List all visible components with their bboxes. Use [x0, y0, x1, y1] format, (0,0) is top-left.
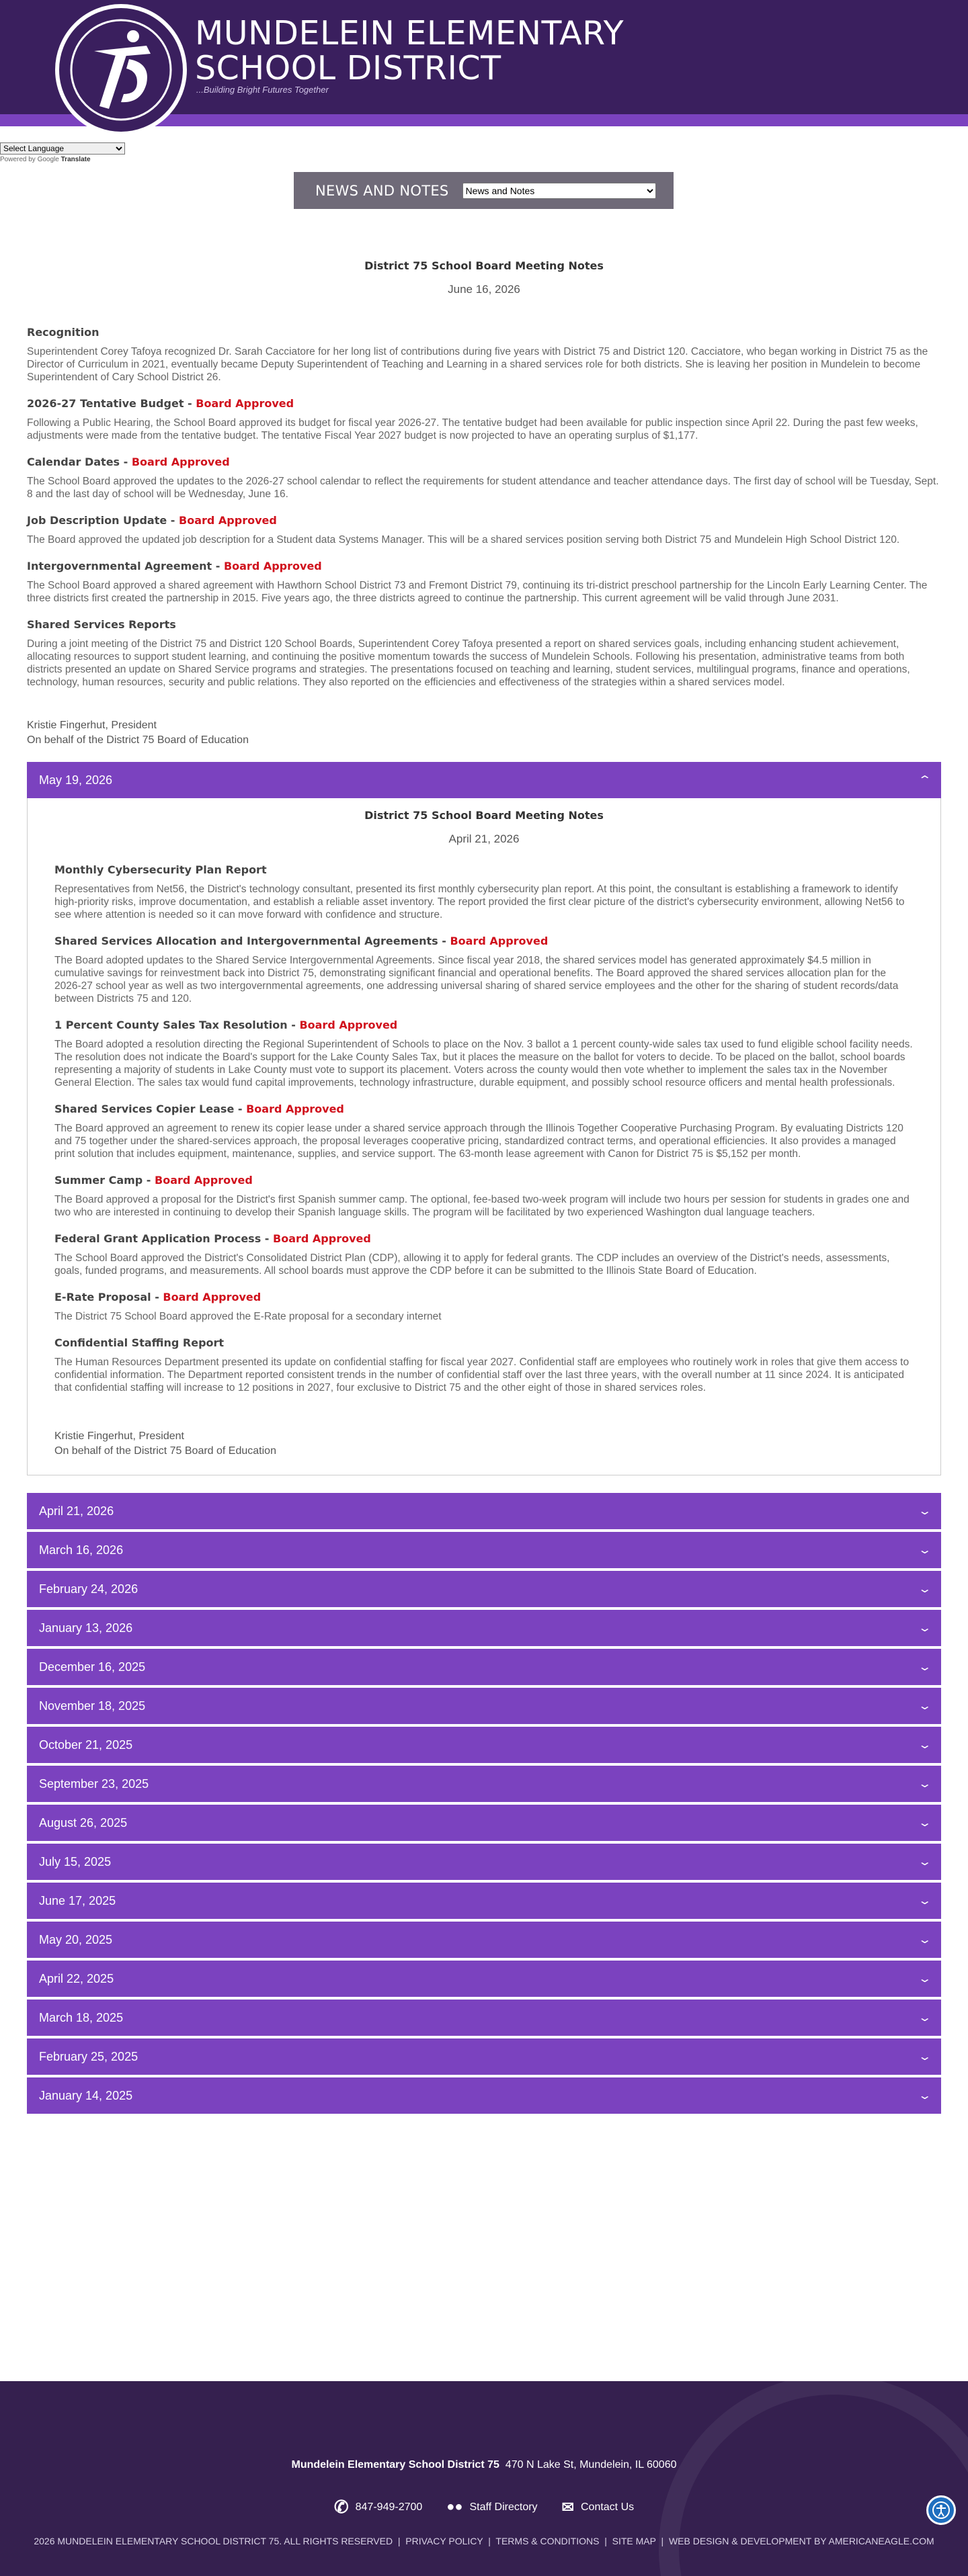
- item-body: The District 75 School Board approved the E-Rate proposal for a secondary internet: [54, 1311, 442, 1322]
- news-and-notes-bar: [294, 172, 674, 209]
- accordion-header[interactable]: [27, 1610, 941, 1646]
- meeting-item: [54, 1103, 914, 1160]
- item-heading: [54, 1291, 914, 1303]
- accordion-header[interactable]: [27, 1532, 941, 1568]
- item-heading-text: 2026-27 Tentative Budget -: [27, 397, 196, 410]
- item-heading: [27, 618, 941, 631]
- item-heading: [54, 1103, 914, 1115]
- accordion-header[interactable]: [27, 1844, 941, 1880]
- copyright: 2026 MUNDELEIN ELEMENTARY SCHOOL DISTRICT 75. ALL RIGHTS RESERVED: [34, 2536, 393, 2546]
- footer-district-name: Mundelein Elementary School District 75: [291, 2459, 499, 2471]
- chevron-down-icon: ⌄: [917, 1545, 932, 1556]
- item-heading: [27, 456, 941, 468]
- item-body: The Board approved a proposal for the District's first Spanish summer camp. The optional, fee-based two-week program will include two hours per session for students in grades one and two who are interested in continuing to develop their Spanish language skills. The program will be facilitated by two experienced Washington dual language teachers.: [54, 1194, 910, 1218]
- site-title-line1: MUNDELEIN ELEMENTARY: [195, 14, 624, 52]
- meeting-item: [27, 514, 941, 546]
- chevron-down-icon: ⌄: [917, 1506, 932, 1517]
- accordion-label: May 19, 2026: [39, 773, 113, 787]
- accordion-label: January 14, 2025: [39, 2088, 133, 2102]
- item-heading: [54, 1019, 914, 1031]
- approved-badge: Board Approved: [246, 1103, 344, 1115]
- accordion-label: October 21, 2025: [39, 1737, 133, 1752]
- item-body: The Board adopted a resolution directing the Regional Superintendent of Schools to place on the Nov. 3 ballot a 1 percent county-wide sales tax used to fund eligible school facility needs. The resolution does not indicate the Board's support for the Lake County Sales Tax, but it places the measure on the ballot for voters to decide. To be placed on the ballot, school boards representing a majority of students in Lake County must vote to support its placement. Voters across the county would then vote whether to implement the sales tax in the November General Election. The sales tax would fund capital improvements, technology infrastructure, durable equipment, and possibly school resource officers and mental health professionals.: [54, 1039, 913, 1088]
- accordion-header[interactable]: [27, 1571, 941, 1607]
- site-map-link[interactable]: SITE MAP: [612, 2536, 656, 2546]
- accordion-label: September 23, 2025: [39, 1776, 149, 1791]
- chevron-down-icon: ⌄: [917, 1662, 932, 1673]
- chevron-down-icon: ⌄: [917, 1584, 932, 1595]
- meeting-items: [27, 326, 941, 689]
- chevron-down-icon: ⌄: [917, 1740, 932, 1751]
- footer-street: 470 N Lake St, Mundelein, IL 60060: [505, 2459, 677, 2471]
- chevron-down-icon: ⌄: [917, 1701, 932, 1712]
- item-body: Representatives from Net56, the District's technology consultant, presented its first monthly cybersecurity plan report. At this point, the consultant is establishing a framework to identify high-priority risks, improve documentation, and establish a reliable asset inventory. The report provided the first clear picture of the district's cybersecurity environment, allowing Net56 to see where attention is needed so it can move forward with confidence and structure.: [54, 884, 905, 920]
- meeting-item: [54, 1291, 914, 1323]
- accordion-label: March 18, 2025: [39, 2010, 124, 2024]
- approved-badge: Board Approved: [273, 1232, 371, 1245]
- item-heading: [27, 560, 941, 572]
- meeting-item: [27, 560, 941, 605]
- logo-75-icon: [67, 16, 175, 124]
- item-heading-text: Federal Grant Application Process -: [54, 1232, 274, 1245]
- accordion-label: November 18, 2025: [39, 1699, 146, 1713]
- news-label: NEWS AND NOTES: [315, 182, 449, 199]
- item-heading-text: Shared Services Reports: [27, 618, 176, 631]
- signature-name: Kristie Fingerhut, President: [54, 1430, 184, 1442]
- news-category-select[interactable]: [462, 183, 656, 199]
- accordion-label: March 16, 2026: [39, 1543, 124, 1557]
- main-content: [27, 259, 941, 2114]
- accordion-label: January 13, 2026: [39, 1621, 133, 1635]
- approved-badge: Board Approved: [163, 1291, 261, 1303]
- item-heading: [54, 1174, 914, 1187]
- meeting-item: [54, 1336, 914, 1394]
- accordion-label: February 24, 2026: [39, 1582, 138, 1596]
- accordion-label: February 25, 2025: [39, 2049, 138, 2063]
- meeting-item: [27, 397, 941, 442]
- chevron-down-icon: ⌄: [917, 2012, 932, 2024]
- approved-badge: Board Approved: [196, 397, 294, 410]
- item-heading-text: Calendar Dates -: [27, 456, 132, 468]
- chevron-down-icon: ⌄: [917, 1934, 932, 1946]
- meeting-item: [27, 326, 941, 384]
- accordion-header[interactable]: [27, 1883, 941, 1919]
- item-body: The School Board approved the District's Consolidated District Plan (CDP), allowing it to apply for federal grants. The CDP includes an overview of the District's needs, assessments, goals, funded programs, and measurements. All school boards must approve the CDP before it can be submitted to the Illinois State Board of Education.: [54, 1252, 890, 1277]
- accordion-label: April 22, 2025: [39, 1971, 114, 1985]
- envelope-icon: ✉: [561, 2498, 574, 2516]
- chevron-down-icon: ⌄: [917, 2090, 932, 2102]
- meeting-items: [54, 863, 914, 1394]
- footer-address: [0, 2459, 968, 2471]
- accordion-header[interactable]: [27, 2000, 941, 2036]
- approved-badge: Board Approved: [223, 560, 322, 572]
- footer-decor: [659, 2381, 968, 2576]
- site-header: [0, 0, 968, 126]
- site-footer: [0, 2381, 968, 2576]
- accordion-header[interactable]: [27, 2038, 941, 2075]
- signature-org: On behalf of the District 75 Board of Education: [54, 1445, 276, 1457]
- accessibility-icon[interactable]: [926, 2495, 956, 2525]
- signature: [27, 718, 941, 748]
- accordion-label: July 15, 2025: [39, 1854, 112, 1869]
- item-heading-text: Recognition: [27, 326, 99, 339]
- contact-us-link[interactable]: ✉ Contact Us: [561, 2498, 635, 2516]
- accordion-label: August 26, 2025: [39, 1815, 128, 1830]
- item-heading-text: Job Description Update -: [27, 514, 179, 527]
- chevron-down-icon: ⌄: [917, 1973, 932, 1985]
- meeting-item: [54, 1019, 914, 1089]
- item-body: The School Board approved the updates to the 2026-27 school calendar to reflect the requirements for student attendance and teacher attendance days. The first day of school will be Tuesday, Sept. 8 and the last day of school will be Wednesday, June 16.: [27, 476, 939, 500]
- item-heading: [54, 935, 914, 947]
- item-heading-text: 1 Percent County Sales Tax Resolution -: [54, 1019, 300, 1031]
- item-heading: [27, 514, 941, 527]
- chevron-down-icon: ⌄: [917, 2051, 932, 2063]
- accordion-list: [27, 1493, 941, 2114]
- item-body: The Board approved the updated job description for a Student data Systems Manager. This will be a shared services position serving both District 75 and Mundelein High School District 120.: [27, 534, 900, 546]
- approved-badge: Board Approved: [179, 514, 277, 527]
- approved-badge: Board Approved: [450, 935, 549, 947]
- accordion-header-open[interactable]: [27, 762, 941, 798]
- accordion-label: April 21, 2026: [39, 1504, 114, 1518]
- item-heading-text: Shared Services Copier Lease -: [54, 1103, 247, 1115]
- item-heading: [27, 397, 941, 410]
- meeting-date: April 21, 2026: [448, 832, 520, 845]
- item-heading: [54, 1232, 914, 1245]
- accordion-label: May 20, 2025: [39, 1932, 113, 1946]
- signature-name: Kristie Fingerhut, President: [27, 720, 157, 731]
- phone-icon: ✆: [333, 2497, 349, 2517]
- meeting-date: June 16, 2026: [448, 283, 520, 296]
- accordion-header[interactable]: [27, 1727, 941, 1763]
- footer-links: [0, 2497, 968, 2518]
- item-heading: [54, 1336, 914, 1349]
- accordion-header[interactable]: [27, 1922, 941, 1958]
- item-body: The Human Resources Department presented its update on confidential staffing for fiscal year 2027. Confidential staff are employees who routinely work in roles that give them access to confidential information. The Department reported consistent trends in the number of confidential staff over the last three years, with the overall number at 11 since 2024. It is anticipated that confidential staffing will increase to 12 positions in 2027, four exclusive to District 75 and the other eight of those in shared services roles.: [54, 1357, 910, 1393]
- item-body: Following a Public Hearing, the School Board approved its budget for fiscal year 2026-27. The tentative budget had been available for public inspection since April 22. During the past few weeks, adjustments were made from the tentative budget. The tentative Fiscal Year 2027 budget is now projected to have an operating surplus of $1,177.: [27, 417, 918, 441]
- item-heading-text: Shared Services Allocation and Intergovernmental Agreements -: [54, 935, 450, 947]
- item-heading-text: Summer Camp -: [54, 1174, 155, 1187]
- chevron-down-icon: ⌄: [917, 1895, 932, 1907]
- accordion-header[interactable]: [27, 1805, 941, 1841]
- chevron-down-icon: ⌄: [917, 1623, 932, 1634]
- item-body: The School Board approved a shared agreement with Hawthorn School District 73 and Fremont District 79, continuing its tri-district preschool partnership for the Lincoln Early Learning Center. The three districts first created the partnership in 2015. Five years ago, the three districts agreed to continue the partnership. This current agreement will be valid through June 2031.: [27, 580, 928, 604]
- district-logo[interactable]: [55, 4, 187, 136]
- accordion-header[interactable]: [27, 2077, 941, 2114]
- signature: [54, 1429, 914, 1459]
- accordion-label: June 17, 2025: [39, 1893, 116, 1907]
- meeting-item: [54, 1174, 914, 1219]
- google-logo: Google: [37, 156, 59, 163]
- staff-directory-link[interactable]: ●● Staff Directory: [446, 2499, 538, 2514]
- phone-link[interactable]: ✆ 847-949-2700: [333, 2497, 423, 2517]
- item-heading-text: Monthly Cybersecurity Plan Report: [54, 863, 267, 876]
- item-heading-text: Confidential Staffing Report: [54, 1336, 225, 1349]
- item-heading-text: E-Rate Proposal -: [54, 1291, 163, 1303]
- approved-badge: Board Approved: [299, 1019, 398, 1031]
- chevron-down-icon: ⌄: [917, 1856, 932, 1868]
- meeting-item: [27, 618, 941, 689]
- meeting-item: [54, 863, 914, 921]
- item-body: The Board approved an agreement to renew its copier lease under a shared service approach through the Illinois Together Cooperative Purchasing Program. By evaluating Districts 120 and 75 together under the shared-services approach, the proposal leverages cooperative pricing, standardized contract terms, and operational efficiencies. It also provides a managed print solution that includes equipment, maintenance, supplies, and service support. The 63-month lease agreement with Canon for District 75 is $5,152 per month.: [54, 1123, 903, 1160]
- item-heading: [54, 863, 914, 876]
- item-body: During a joint meeting of the District 75 and District 120 School Boards, Superintendent Corey Tafoya presented a report on shared services goals, including enhancing student achievement, allocating resources to support student learning, and continuing the positive momentum towards the success of Mundelein Schools. Following his presentation, administrative teams from both districts presented an update on Shared Service programs and strategies. The presentations focused on teaching and learning, student services, multilingual programs, finance and operations, technology, human resources, security and public relations. They also reported on the efficiencies and effectiveness of the strategies within a shared services model.: [27, 638, 910, 688]
- signature-org: On behalf of the District 75 Board of Education: [27, 734, 249, 746]
- meeting-item: [54, 935, 914, 1005]
- meeting-title: District 75 School Board Meeting Notes: [364, 259, 604, 272]
- item-body: The Board adopted updates to the Shared Service Intergovernmental Agreements. Since fiscal year 2018, the shared services model has generated approximately $4.5 million in cumulative savings for reinvestment back into District 75, demonstrating significant financial and operational benefits. The Board approved the shared services allocation plan for the 2026-27 school year as well as two intergovernmental agreements, one addressing universal sharing of shared service employees and the other for the sharing of student records/data between Districts 75 and 120.: [54, 955, 899, 1004]
- translate-widget: [0, 142, 125, 163]
- meeting-item: [54, 1232, 914, 1277]
- approved-badge: Board Approved: [131, 456, 230, 468]
- item-body: Superintendent Corey Tafoya recognized Dr. Sarah Cacciatore for her long list of contributions during five years with District 75 and District 120. Cacciatore, who began working in District 75 as the Director of Curriculum in 2021, eventually became Deputy Superintendent of Teaching and Learning in a shared services role for both districts. She is leaving her position in Mundelein to become Superintendent of Cary School District 26.: [27, 346, 928, 383]
- meeting-title: District 75 School Board Meeting Notes: [364, 809, 604, 822]
- accordion-header[interactable]: [27, 1961, 941, 1997]
- accordion-header[interactable]: [27, 1493, 941, 1529]
- site-title-line2: SCHOOL DISTRICT: [195, 49, 501, 87]
- powered-by: Powered by Google Translate: [0, 156, 91, 163]
- privacy-policy-link[interactable]: PRIVACY POLICY: [405, 2536, 483, 2546]
- accordion-header[interactable]: [27, 1688, 941, 1724]
- credit-link[interactable]: WEB DESIGN & DEVELOPMENT BY AMERICANEAGLE.COM: [668, 2536, 934, 2546]
- item-heading: [27, 326, 941, 339]
- accordion-header[interactable]: [27, 1766, 941, 1802]
- terms-link[interactable]: TERMS & CONDITIONS: [495, 2536, 600, 2546]
- site-title[interactable]: [195, 16, 624, 86]
- item-heading-text: Intergovernmental Agreement -: [27, 560, 224, 572]
- chevron-down-icon: ⌄: [917, 1778, 932, 1790]
- footer-legal: 2026 MUNDELEIN ELEMENTARY SCHOOL DISTRICT 75. ALL RIGHTS RESERVED | PRIVACY POLICY | TERMS & CONDITIONS | SITE MAP | WEB DESIGN & DEVELOPMENT BY AMERICANEAGLE.COM: [34, 2536, 934, 2546]
- accordion-panel: [27, 798, 941, 1475]
- meeting-item: [27, 456, 941, 501]
- tagline: ...Building Bright Futures Together: [196, 85, 329, 95]
- accordion-label: December 16, 2025: [39, 1660, 146, 1674]
- chevron-up-icon: ⌃: [917, 775, 932, 786]
- language-select[interactable]: [0, 142, 125, 155]
- people-icon: ●●: [446, 2499, 463, 2514]
- accordion-header[interactable]: [27, 1649, 941, 1685]
- approved-badge: Board Approved: [155, 1174, 253, 1187]
- chevron-down-icon: ⌄: [917, 1817, 932, 1829]
